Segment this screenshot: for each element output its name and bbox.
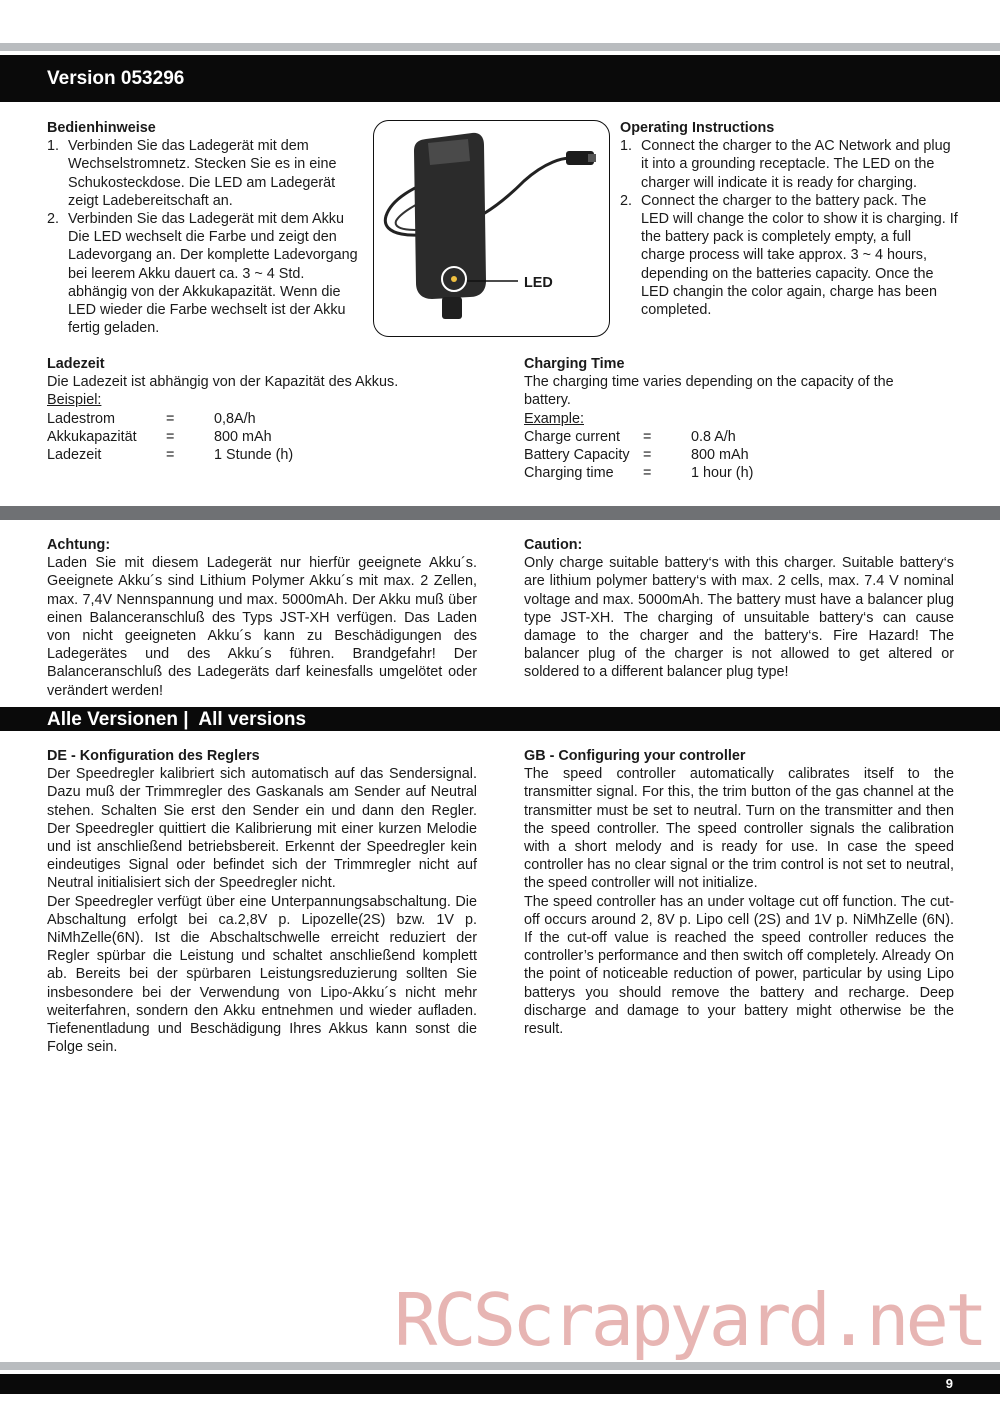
charger-illustration: [374, 121, 608, 335]
de-example-label: Beispiel:: [47, 392, 102, 409]
en-example-label: Example:: [524, 410, 584, 427]
de-charging-intro: Die Ladezeit ist abhängig von der Kapazität des Akkus.: [47, 374, 399, 391]
version-header-bar: [0, 55, 1000, 102]
de-controller-p1: Der Speedregler kalibriert sich automatisch auf das Sendersignal. Dazu muß der Trimmregler des Gaskanals am Sender auf Neutral stehen. Schalten Sie erst den Sender ein und dann den Regler. Der Speedregler quittiert die Kalibrierung mit einer kurzen Melodie und ist anschließend betriebsbereit. Erkennt der Speedregler kein eindeutiges Signal oder befindet sich der Trimmregler nicht auf Neutral initialisiert sich der Speedregler nicht.: [47, 766, 477, 892]
table-row: Ladestrom = 0,8A/h: [47, 410, 256, 427]
de-caution-section: [47, 536, 477, 700]
de-operating-section: [47, 119, 362, 337]
list-item: 1. Verbinden Sie das Ladegerät mit dem Wechselstromnetz. Stecken Sie es in eine Schukosteckdose. Die LED am Ladegerät zeigt Ladebereitschaft an.: [47, 138, 337, 209]
all-versions-bar: [0, 707, 1000, 731]
de-caution-text: Laden Sie mit diesem Ladegerät nur hierfür geeignete Akku´s. Geeignete Akku´s sind Lithium Polymer Akku´s mit max. 2 Zellen, max. 7,4V Nennspannung und max. 5000mAh. Der Akku muß über einen Balanceranschluß des Typs JST-XH verfügen. Das Laden von nicht geeigneten Akku´s kann zu Beschädigungen des Ladegerätes und des Akku´s führen. Brandgefahr! Der Balanceranschluß des Ladegeräts darf keinesfalls umgelötet oder verändert werden!: [47, 555, 477, 699]
page-number: 9: [945, 1376, 953, 1391]
list-item: 1. Connect the charger to the AC Network and plug it into a grounding receptacle. The LED on the charger will indicate it is ready for charging.: [620, 138, 951, 191]
list-item: 2. Connect the charger to the battery pack. The LED will change the color to show it is charging. If the battery pack is completely empty, a full charge process will take approx. 3 ~ 4 hours, depending on the batteries capacity. Once the LED changin the color again, charge has been completed.: [620, 192, 958, 319]
en-charging-intro: The charging time varies depending on the capacity of the battery.: [524, 374, 894, 409]
all-versions-title: Alle Versionen | All versions: [47, 709, 307, 730]
en-caution-title: Caution:: [524, 537, 583, 553]
de-controller-p2: Der Speedregler verfügt über eine Unterpannungsabschaltung. Die Abschaltung erfolgt bei ca.2,8V p. Lipozelle(2S) bzw. 1V p. NiMhZelle(6N). Ist die Abschaltschwelle erreicht reduziert der Regler spürbar die Leistung und schaltet anschließend komplett ab. Bereits bei der spürbaren Leistungsreduzierung sollten Sie insbesondere bei der Verwendung von Lipo-Akku´s nicht mehr weiterfahren, sondern den Akku entnehmen und wieder aufladen. Tiefenentladung und Beschädigung Ihres Akkus kann sonst die Folge sein.: [47, 893, 477, 1056]
table-row: Charging time = 1 hour (h): [524, 465, 754, 482]
version-title: Version 053296: [47, 68, 185, 89]
de-charging-table: [47, 410, 293, 465]
de-controller-section: [47, 747, 477, 1056]
en-caution-text: Only charge suitable battery‘s with this charger. Suitable battery‘s are lithium polymer battery‘s with max. 2 cells, max. 7.4 V nominal voltage and max. 5000mAh. The battery must have a balancer plug type JST-XH. The charging of unsuitable battery‘s can cause damage to the charger and the battery‘s. Fire Hazard! The balancer plug of the charger is not allowed to get altered or soldered to a different balancer plug type!: [524, 555, 954, 681]
en-operating-section: [620, 119, 958, 319]
top-gray-rule: [0, 43, 1000, 51]
watermark: RCScrapyard.net: [394, 1278, 985, 1362]
table-row: Ladezeit = 1 Stunde (h): [47, 447, 294, 464]
en-charging-table: [524, 428, 753, 483]
middle-gray-rule: [0, 506, 1000, 520]
en-controller-p1: The speed controller automatically calibrates itself to the transmitter signal. For this, the trim button of the gas channel at the transmitter must be set to neutral. Turn on the transmitter and then the speed controller. The speed controller signals the calibration with a short melody and is ready for use. In case the speed controller has no clear signal or the trim control is not set to neutral, the speed controller will not initialize.: [524, 766, 954, 892]
en-operating-title: Operating Instructions: [620, 120, 775, 136]
en-charging-title: Charging Time: [524, 356, 625, 372]
table-row: Akkukapazität = 800 mAh: [47, 428, 272, 445]
table-row: Charge current = 0.8 A/h: [524, 428, 736, 445]
bottom-gray-rule: [0, 1362, 1000, 1370]
en-operating-list: [620, 137, 958, 319]
de-charging-section: [47, 355, 477, 464]
en-controller-title: GB - Configuring your controller: [524, 748, 746, 764]
de-charging-title: Ladezeit: [47, 356, 105, 372]
footer-bar: [0, 1374, 1000, 1394]
en-controller-section: [524, 747, 954, 1038]
de-caution-title: Achtung:: [47, 537, 111, 553]
charger-figure: [373, 120, 610, 337]
en-caution-section: [524, 536, 954, 682]
led-label: LED: [524, 275, 553, 291]
list-item: 2. Verbinden Sie das Ladegerät mit dem Akku Die LED wechselt die Farbe und zeigt den Ladevorgang an. Der komplette Ladevorgang bei leerem Akku dauert ca. 3 ~ 4 Std. abhängig von der Akkukapazität. Wenn die LED wieder die Farbe wechselt ist der Akku fertig geladen.: [47, 211, 358, 337]
de-operating-title: Bedienhinweise: [47, 120, 156, 136]
de-operating-list: [47, 137, 362, 337]
en-charging-section: [524, 355, 924, 482]
de-controller-title: DE - Konfiguration des Reglers: [47, 748, 260, 764]
en-controller-p2: The speed controller has an under voltage cut off function. The cut-off occurs around 2, 8V p. Lipo cell (2S) and 1V p. NiMhZelle (6N). If the cut-off value is reached the speed controller reduces the controller’s performance and then switch off completely. Already On the point of noticeable reduction of power, particular by using Lipo batterys you should remove the battery and recharge. Deep discharge and damage to your battery might otherwise be the result.: [524, 893, 954, 1038]
table-row: Battery Capacity = 800 mAh: [524, 447, 749, 464]
